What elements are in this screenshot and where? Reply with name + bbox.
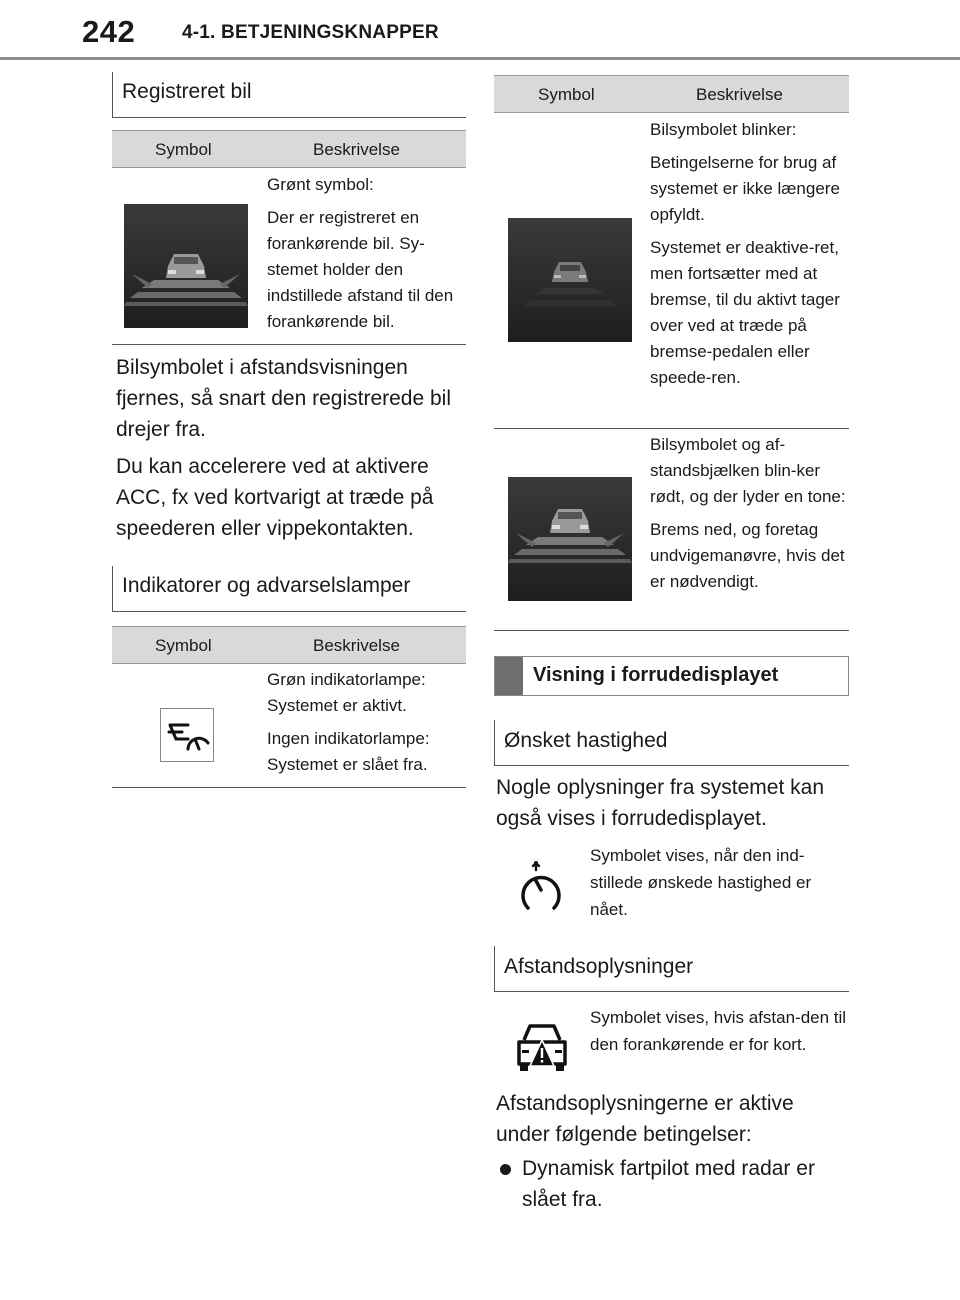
acc-indicator-icon: [160, 708, 214, 762]
subheading-text: Afstandsoplysninger: [504, 955, 694, 978]
page-number: 242: [82, 14, 136, 49]
paragraph-1: [116, 352, 456, 550]
table-header: [112, 626, 466, 664]
row-divider: [494, 428, 849, 429]
desc-line: Brems ned, og foretag undvigemanøvre, hvis det er nødvendigt.: [650, 520, 845, 591]
desc-line: Systemet er deaktive-ret, men fortsætter med at bremse, til du aktivt tager over ved at træde på bremse-pedalen eller speede-ren.: [650, 238, 840, 387]
desc-line: Grønt symbol:: [267, 175, 374, 194]
table-header: [112, 130, 466, 168]
hud-heading-text: Visning i forrudedisplayet: [533, 664, 779, 686]
desc-line: Bilsymbolet blinker:: [650, 120, 797, 139]
desc-line: Betingelserne for brug af systemet er ikke længere opfyldt.: [650, 153, 840, 224]
subheading-distance: [494, 946, 849, 992]
paragraph-text: Nogle oplysninger fra systemet kan også vises i forrudedisplayet.: [496, 776, 824, 830]
paragraph-text: Bilsymbolet i afstandsvisningen fjernes, så snart den registrerede bil drejer fra.: [116, 356, 452, 441]
car-green-icon: [124, 204, 248, 328]
desc-line: Ingen indikatorlampe: Systemet er slået fra.: [267, 729, 430, 774]
paragraph-text: Afstandsoplysningerne er aktive under følgende betingelser:: [496, 1092, 794, 1146]
subheading-text: Indikatorer og advarselslamper: [122, 574, 411, 597]
distance-desc: Symbolet vises, hvis afstan-den til den forankørende er for kort.: [590, 1008, 847, 1054]
right-column: [494, 0, 849, 1300]
bullet-dot: [500, 1164, 511, 1175]
warning-row-desc: [650, 432, 848, 602]
col-description: Beskrivelse: [313, 636, 400, 655]
col-description: Beskrivelse: [313, 140, 400, 159]
car-distance-warning-icon: [514, 1020, 570, 1074]
row-divider: [112, 344, 466, 345]
distance-paragraph: [496, 1088, 846, 1156]
col-symbol: Symbol: [155, 636, 212, 655]
speedometer-icon: [516, 860, 566, 916]
car-red-warning-icon: [508, 477, 632, 601]
subheading-text: Ønsket hastighed: [504, 729, 668, 752]
desc-line: Grøn indikatorlampe: Systemet er aktivt.: [267, 670, 426, 715]
indicator-row-desc: [267, 667, 467, 785]
desired-speed-paragraph: [496, 772, 846, 840]
paragraph-text: Du kan accelerere ved at aktivere ACC, fx ved kortvarigt at træde på speederen eller vippekontakten.: [116, 455, 434, 540]
bullet-item: Dynamisk fartpilot med radar er slået fra.: [522, 1157, 815, 1211]
subheading-text: Registreret bil: [122, 80, 252, 103]
blinking-row-desc: [650, 117, 848, 398]
left-column: [112, 0, 466, 1300]
car-blinking-icon: [508, 218, 632, 342]
section-title: 4-1. BETJENINGSKNAPPER: [182, 22, 439, 43]
col-description: Beskrivelse: [696, 85, 783, 104]
registered-row-desc: [267, 172, 467, 342]
table-header: [494, 75, 849, 113]
speedometer-desc: Symbolet vises, når den ind-stillede ønskede hastighed er nået.: [590, 846, 812, 919]
col-symbol: Symbol: [538, 85, 595, 104]
subheading-indicators: [112, 566, 466, 612]
row-divider: [112, 787, 466, 788]
heading-bar: [495, 657, 523, 695]
subheading-registered-car: [112, 72, 466, 118]
hud-heading: [494, 656, 849, 696]
row-divider: [494, 630, 849, 631]
col-symbol: Symbol: [155, 140, 212, 159]
desc-line: Bilsymbolet og af-standsbjælken blin-ker rødt, og der lyder en tone:: [650, 435, 846, 506]
subheading-desired-speed: [494, 720, 849, 766]
desc-line: Der er registreret en forankørende bil. Sy-stemet holder den indstillede afstand til den forankørende bil.: [267, 208, 454, 331]
